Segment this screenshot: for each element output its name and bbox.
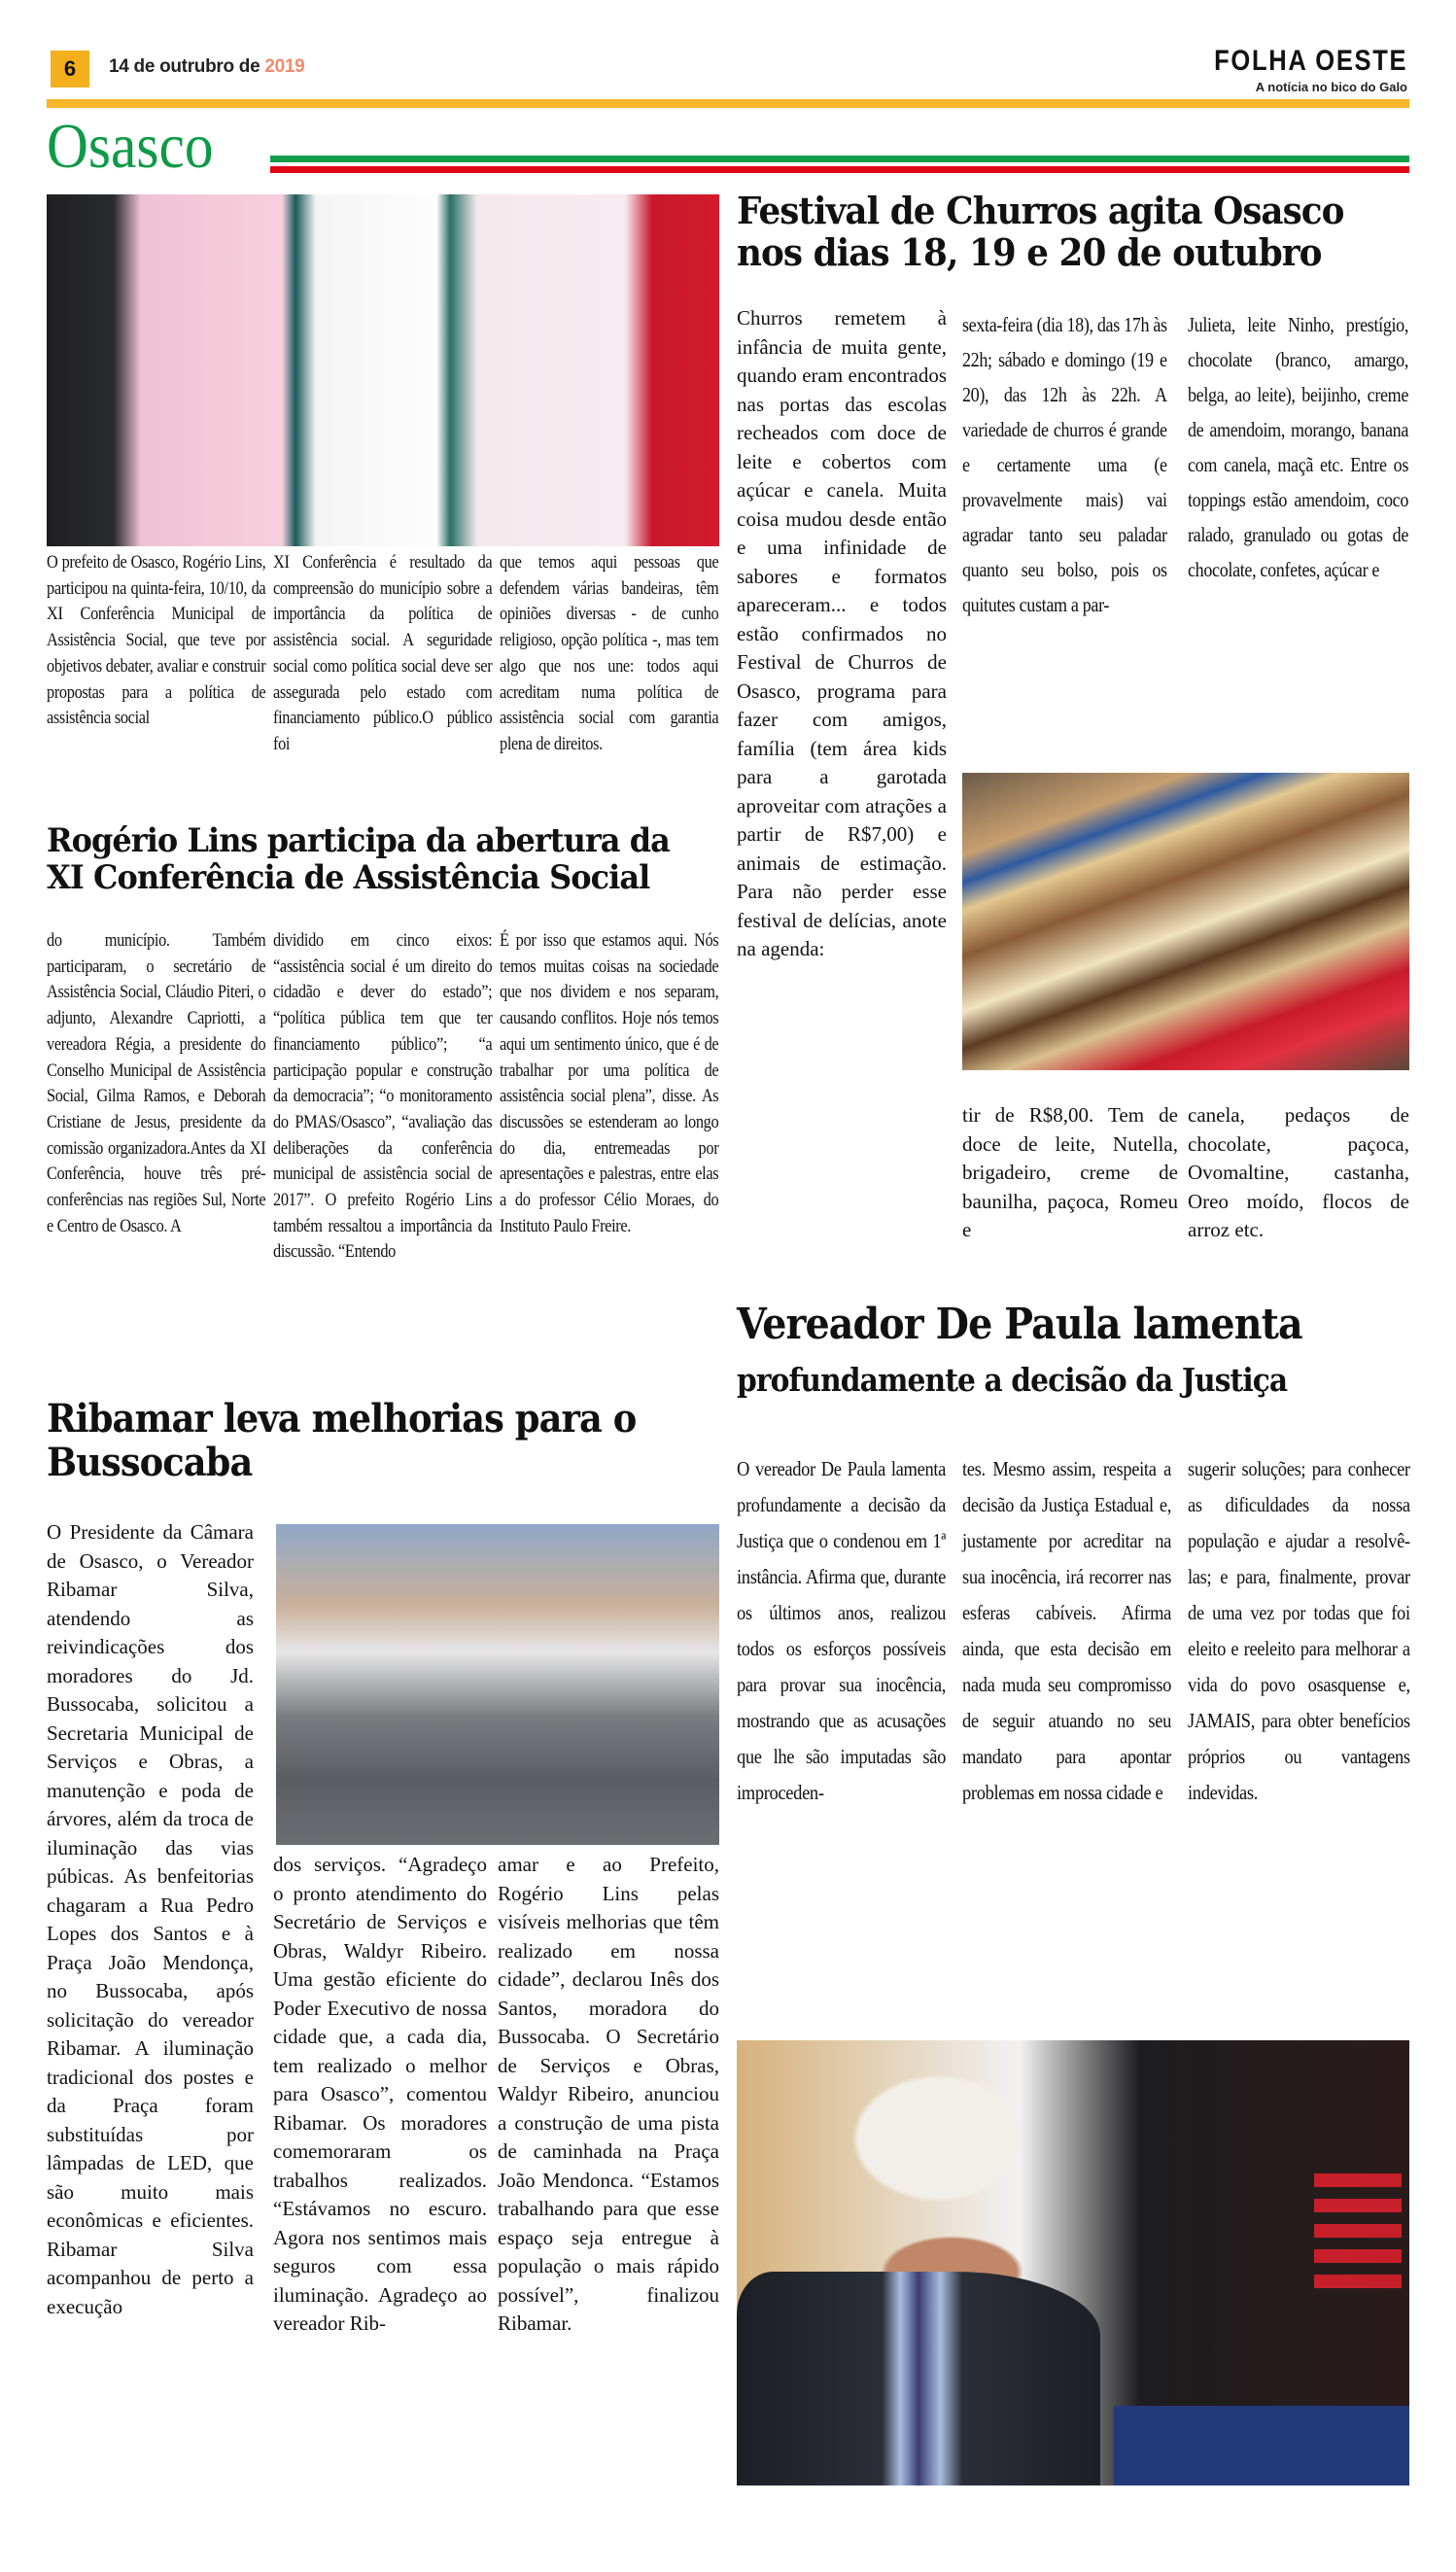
churros-col-3: Julieta, leite Ninho, prestígio, chocolate (branco, amargo, belga, ao leite), beijinho, creme de amendoim, morango, banana com canela, maçã etc. Entre os toppings estão amendoim, coco ralado, granulado ou gotas de chocolate, confetes, açúcar e <box>1188 313 1409 581</box>
rogerio-headline: Rogério Lins participa da abertura da XI Conferência de Assistência Social <box>47 821 670 898</box>
street-lighting-group-photo <box>276 1524 719 1845</box>
section-rule-red <box>270 166 1409 173</box>
churros-col-1: Churros remetem à infância de muita gente, quando eram encontrados nas portas das escolas recheados com doce de leite e cobertos com açúcar e canela. Muita coisa mudou desde então e uma infinidade de sabores e formatos apareceram... e todos estão confirmados no Festival de Churros de Osasco, programa para fazer com amigos, família (tem área kids para a garotada aproveitar com atrações a partir de R$7,00) e animais de estimação. Para não perder esse festival de delícias, anote na agenda: <box>737 306 947 960</box>
depaula-col-3: sugerir soluções; para conhecer as dificuldades da nossa população e ajudar a resolvê-las; e para, finalmente, provar de uma vez por todas que foi eleito e reeleito para melhorar a vida do povo osasquense e, JAMAIS, para obter benefícios próprios ou vantagens indevidas. <box>1188 1457 1410 1804</box>
page-number-badge: 6 <box>51 51 89 87</box>
rogerio-upper-col-1: O prefeito de Osasco, Rogério Lins, participou na quinta-feira, 10/10, da XI Conferência Municipal de Assistência Social, que teve por objetivos debater, avaliar e construir propostas para a política de assistência social <box>47 552 266 729</box>
depaula-headline: Vereador De Paula lamenta <box>737 1300 1302 1349</box>
ribamar-headline: Ribamar leva melhorias para o Bussocaba <box>47 1396 637 1485</box>
issue-date <box>109 56 304 78</box>
conference-audience-photo <box>47 194 719 546</box>
suit-detail <box>737 2272 1100 2485</box>
churros-col-3-continued: canela, pedaços de chocolate, paçoca, Ovomaltine, castanha, Oreo moído, flocos de arroz etc. <box>1188 1103 1409 1241</box>
ribamar-col-2: dos serviços. “Agradeço o pronto atendimento do Secretário de Serviços e Obras, Waldyr Ribeiro. Uma gestão eficiente do Poder Executivo de nossa cidade que, a cada dia, tem realizado o melhor para Osasco”, comentou Ribamar. Os moradores comemoraram os trabalhos realizados. “Estávamos no escuro. Agora nos sentimos mais seguros com essa iluminação. Agradeço ao vereador Rib- <box>273 1853 487 2335</box>
rogerio-upper-col-2: XI Conferência é resultado da compreensão do município sobre a importância da política de assistência social. A seguridade social como política social deve ser assegurada pelo estado com financiamento público.O público foi <box>273 552 493 754</box>
ribamar-col-1: O Presidente da Câmara de Osasco, o Vereador Ribamar Silva, atendendo as reivindicações dos moradores do Jd. Bussocaba, solicitou a Secretaria Municipal de Serviços e Obras, a manutenção e poda de árvores, além da troca de iluminação das vias púbicas. As benfeitorias chagaram a Rua Pedro Lopes dos Santos e à Praça João Mendonça, no Bussocaba, após solicitação do vereador Ribamar. A iluminação tradicional dos postes e da Praça foram substituídas por lâmpadas de LED, que são muito mais econômicas e eficientes. Ribamar Silva acompanhou de perto a execução <box>47 1520 254 2318</box>
churros-col-2: sexta-feira (dia 18), das 17h às 22h; sábado e domingo (19 e 20), das 12h às 22h. A variedade de churros é grande e certamente uma (e provavelmente mais) vai agradar tanto seu paladar quanto seu bolso, pois os quitutes custam a par- <box>962 313 1167 616</box>
chairs-detail <box>1114 2406 1409 2485</box>
section-title: Osasco <box>47 111 214 182</box>
churros-col-2-continued: tir de R$8,00. Tem de doce de leite, Nutella, brigadeiro, creme de baunilha, paçoca, Romeu e <box>962 1103 1178 1241</box>
newspaper-tagline: A notícia no bico do Galo <box>1255 80 1407 94</box>
date-prefix: 14 de outrubro de <box>109 56 265 77</box>
vereador-portrait-photo <box>737 2040 1409 2485</box>
led-panel-detail <box>1314 2173 1402 2290</box>
rogerio-lower-col-1: do município. Também participaram, o secretário de Assistência Social, Cláudio Piteri, o adjunto, Alexandre Capriotti, a vereadora Régia, a presidente do Conselho Municipal de Assistência Social, Gilma Ramos, e Deborah Cristiane de Jesus, presidente da comissão organizadora.Antes da XI Conferência, houve três pré-conferências nas regiões Sul, Norte e Centro de Osasco. A <box>47 930 266 1236</box>
rogerio-upper-col-3: que temos aqui pessoas que defendem várias bandeiras, têm opiniões diversas - de cunho religioso, opção política -, mas tem algo que nos une: todos aqui acreditam numa política de assistência social com garantia plena de direitos. <box>500 552 719 754</box>
rogerio-lower-col-2: dividido em cinco eixos: “assistência social é um direito do cidadão e dever do estado”; “política pública tem que ter financiamento público”; “a participação popular e construção da democracia”; “o monitoramento do PMAS/Osasco”, “avaliação das deliberações da conferência municipal de assistência social de 2017”. O prefeito Rogério Lins também ressaltou a importância da discussão. “Entendo <box>273 930 493 1263</box>
depaula-col-2: tes. Mesmo assim, respeita a decisão da Justiça Estadual e, justamente por acreditar na sua inocência, irá recorrer nas esferas cabíveis. Afirma ainda, que esta decisão em nada muda seu compromisso de seguir atuando no seu mandato para apontar problemas em nossa cidade e <box>962 1457 1171 1804</box>
depaula-subheadline: profundamente a decisão da Justiça <box>737 1361 1288 1399</box>
date-year: 2019 <box>264 56 305 77</box>
newspaper-name: FOLHA OESTE <box>1213 45 1407 77</box>
section-rule-green <box>270 156 1409 162</box>
newspaper-masthead <box>1180 45 1407 94</box>
header-rule <box>47 99 1409 108</box>
depaula-col-1: O vereador De Paula lamenta profundamente a decisão da Justiça que o condenou em 1ª instância. Afirma que, durante os últimos anos, realizou todos os esforços possíveis para provar sua inocência, mostrando que as acusações que lhe são imputadas são improceden- <box>737 1457 946 1804</box>
churros-headline: Festival de Churros agita Osasco nos dias 18, 19 e 20 de outubro <box>737 189 1344 274</box>
churros-photo <box>962 773 1409 1070</box>
rogerio-lower-col-3: É por isso que estamos aqui. Nós temos muitas coisas na sociedade que nos dividem e nos separam, causando conflitos. Hoje nós temos aqui um sentimento único, que é de trabalhar por uma política de assistência social plena”, disse. As discussões se estenderam ao longo do dia, entremeadas por apresentações e palestras, entre elas a do professor Célio Moraes, do Instituto Paulo Freire. <box>500 930 719 1236</box>
ribamar-col-3: amar e ao Prefeito, Rogério Lins pelas visíveis melhorias que têm realizado em nossa cidade”, declarou Inês dos Santos, moradora do Bussocaba. O Secretário de Serviços e Obras, Waldyr Ribeiro, anunciou a construção de uma pista de caminhada na Praça João Mendonca. “Estamos trabalhando para que esse espaço seja entregue à população o mais rápido possível”, finalizou Ribamar. <box>498 1853 719 2335</box>
